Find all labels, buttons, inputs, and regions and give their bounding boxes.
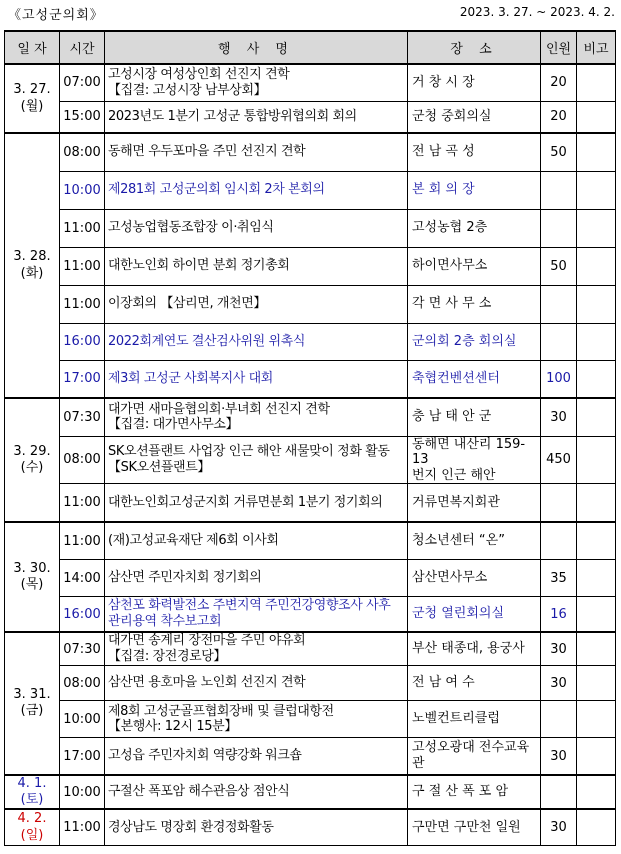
- table-row: [5, 701, 616, 738]
- col-note-header: 비고: [577, 31, 616, 64]
- count-cell: [541, 209, 577, 247]
- event-title: 2023년도 1분기 고성군 통합방위협의회 회의: [108, 108, 357, 124]
- date-text: 3. 31.: [13, 687, 51, 703]
- time-cell: 07:30: [60, 398, 105, 436]
- count-cell: 35: [541, 560, 577, 597]
- place-cell: [408, 101, 541, 133]
- place-text: 청소년센터 “온”: [412, 533, 505, 549]
- event-subtitle: 【SK오션플랜트】: [108, 459, 210, 475]
- table-row: [5, 171, 616, 209]
- count-cell: 30: [541, 809, 577, 845]
- event-title: 대가면 송계리 장전마을 주민 야유회: [108, 633, 306, 649]
- count-cell: 100: [541, 360, 577, 398]
- event-cell: [105, 701, 408, 738]
- date-text: 4. 2.: [17, 811, 47, 827]
- table-row: [5, 522, 616, 560]
- place-cell: [408, 738, 541, 775]
- event-cell: [105, 522, 408, 560]
- table-row: [5, 360, 616, 398]
- table-row: [5, 560, 616, 597]
- col-count-header: 인원: [541, 31, 577, 64]
- table-row: [5, 64, 616, 101]
- date-range: 2023. 3. 27. ~ 2023. 4. 2.: [459, 5, 615, 19]
- table-row: [5, 809, 616, 845]
- place-cell: [408, 247, 541, 285]
- event-cell: [105, 809, 408, 845]
- table-row: [5, 738, 616, 775]
- count-cell: 16: [541, 597, 577, 632]
- note-cell: [577, 560, 616, 597]
- time-cell: 08:00: [60, 436, 105, 484]
- event-title: 경상남도 명장회 환경정화활동: [108, 819, 274, 835]
- event-title: 제8회 고성군골프협회장배 및 클럽대항전: [108, 703, 334, 719]
- event-title: 삼산면 주민자치회 정기회의: [108, 570, 262, 586]
- event-cell: [105, 133, 408, 171]
- page-header: [0, 0, 621, 26]
- note-cell: [577, 171, 616, 209]
- table-header-row: [5, 31, 616, 64]
- weekday-text: (수): [20, 459, 44, 475]
- event-cell: [105, 64, 408, 101]
- event-cell: [105, 738, 408, 775]
- table-row: [5, 632, 616, 666]
- event-title: SK오션플랜트 사업장 인근 해안 새물맞이 정화 활동: [108, 444, 390, 460]
- note-cell: [577, 738, 616, 775]
- note-cell: [577, 632, 616, 666]
- table-row: [5, 484, 616, 522]
- place-cell: [408, 436, 541, 484]
- note-cell: [577, 209, 616, 247]
- event-cell: [105, 285, 408, 323]
- note-cell: [577, 522, 616, 560]
- place-cell: [408, 323, 541, 360]
- event-cell: [105, 323, 408, 360]
- place-text: 거 창 시 장: [412, 74, 475, 90]
- table-row: [5, 101, 616, 133]
- time-cell: 08:00: [60, 666, 105, 701]
- place-text: 고성농협 2층: [412, 220, 488, 236]
- weekday-text: (목): [20, 576, 44, 592]
- place-cell: [408, 522, 541, 560]
- note-cell: [577, 666, 616, 701]
- table-row: [5, 436, 616, 484]
- event-subtitle: 【집결: 고성시장 남부상회】: [108, 82, 267, 98]
- place-text: 전 남 여 수: [412, 675, 475, 691]
- time-cell: 10:00: [60, 701, 105, 738]
- place-cell: [408, 666, 541, 701]
- event-subtitle: 관리용역 착수보고회: [108, 614, 222, 630]
- place-cell: [408, 597, 541, 632]
- event-title: 2022회계연도 결산검사위원 위촉식: [108, 333, 306, 349]
- place-cell: [408, 171, 541, 209]
- event-title: 제281회 고성군의회 임시회 2차 본회의: [108, 182, 325, 198]
- event-cell: [105, 398, 408, 436]
- place-text: 군청 열린회의실: [412, 606, 505, 622]
- event-title: 대한노인회고성군지회 거류면분회 1분기 정기회의: [108, 494, 383, 510]
- place-text: 고성오광대 전수교육관: [412, 740, 530, 772]
- place-cell: [408, 560, 541, 597]
- date-text: 3. 30.: [13, 560, 51, 576]
- table-row: [5, 398, 616, 436]
- col-time-header: 시간: [60, 31, 105, 64]
- note-cell: [577, 597, 616, 632]
- event-title: 이장회의 【삼리면, 개천면】: [108, 296, 266, 312]
- time-cell: 11:00: [60, 247, 105, 285]
- time-cell: 10:00: [60, 775, 105, 810]
- place-text: 구만면 구만천 일원: [412, 819, 521, 835]
- count-cell: 50: [541, 247, 577, 285]
- count-cell: [541, 323, 577, 360]
- count-cell: [541, 701, 577, 738]
- weekday-text: (화): [20, 265, 44, 281]
- place-text: 각 면 사 무 소: [412, 296, 492, 312]
- document-title: 《고성군의회》: [8, 8, 104, 23]
- time-cell: 17:00: [60, 738, 105, 775]
- table-row: [5, 247, 616, 285]
- event-cell: [105, 632, 408, 666]
- place-cell: [408, 632, 541, 666]
- count-cell: [541, 522, 577, 560]
- schedule-table: [4, 30, 616, 846]
- note-cell: [577, 398, 616, 436]
- date-cell: [5, 632, 60, 775]
- note-cell: [577, 775, 616, 810]
- date-text: 3. 27.: [13, 82, 51, 98]
- time-cell: 10:00: [60, 171, 105, 209]
- place-cell: [408, 809, 541, 845]
- place-cell: [408, 484, 541, 522]
- time-cell: 11:00: [60, 484, 105, 522]
- note-cell: [577, 101, 616, 133]
- note-cell: [577, 484, 616, 522]
- place-text: 본 회 의 장: [412, 182, 475, 198]
- time-cell: 11:00: [60, 809, 105, 845]
- place-text: 충 남 태 안 군: [412, 409, 492, 425]
- time-cell: 11:00: [60, 522, 105, 560]
- event-cell: [105, 560, 408, 597]
- time-cell: 07:00: [60, 64, 105, 101]
- note-cell: [577, 285, 616, 323]
- note-cell: [577, 360, 616, 398]
- place-text: 삼산면사무소: [412, 570, 488, 586]
- time-cell: 16:00: [60, 323, 105, 360]
- place-cell: [408, 64, 541, 101]
- event-cell: [105, 247, 408, 285]
- time-cell: 11:00: [60, 285, 105, 323]
- time-cell: 17:00: [60, 360, 105, 398]
- event-cell: [105, 484, 408, 522]
- col-place-header: 장 소: [408, 31, 541, 64]
- note-cell: [577, 133, 616, 171]
- event-title: 제3회 고성군 사회복지사 대회: [108, 370, 273, 386]
- place-cell: [408, 398, 541, 436]
- table-row: [5, 323, 616, 360]
- event-title: 대한노인회 하이면 분회 정기총회: [108, 258, 290, 274]
- date-cell: [5, 64, 60, 133]
- count-cell: 450: [541, 436, 577, 484]
- count-cell: 30: [541, 738, 577, 775]
- note-cell: [577, 436, 616, 484]
- place-cell: [408, 133, 541, 171]
- time-cell: 07:30: [60, 632, 105, 666]
- date-cell: [5, 522, 60, 632]
- count-cell: 30: [541, 632, 577, 666]
- note-cell: [577, 809, 616, 845]
- event-title: 삼산면 용호마을 노인회 선진지 견학: [108, 675, 306, 691]
- time-cell: 11:00: [60, 209, 105, 247]
- col-event-header: 행 사 명: [105, 31, 408, 64]
- weekday-text: (금): [20, 703, 44, 719]
- place-cell: [408, 775, 541, 810]
- date-cell: [5, 809, 60, 845]
- event-cell: [105, 171, 408, 209]
- note-cell: [577, 247, 616, 285]
- event-title: 삼천포 화력발전소 주변지역 주민건강영향조사 사후: [108, 598, 391, 614]
- place-text: 노벨컨트리클럽: [412, 711, 500, 727]
- event-subtitle: 【본행사: 12시 15분】: [108, 719, 237, 735]
- weekday-text: (토): [20, 792, 44, 808]
- note-cell: [577, 64, 616, 101]
- place-subtext: 번지 인근 해안: [412, 467, 496, 483]
- place-cell: [408, 285, 541, 323]
- place-text: 군의회 2층 회의실: [412, 333, 517, 349]
- table-row: [5, 285, 616, 323]
- date-text: 4. 1.: [17, 775, 47, 791]
- time-cell: 14:00: [60, 560, 105, 597]
- date-text: 3. 28.: [13, 249, 51, 265]
- time-cell: 08:00: [60, 133, 105, 171]
- date-cell: [5, 775, 60, 810]
- place-cell: [408, 701, 541, 738]
- event-title: 고성시장 여성상인회 선진지 견학: [108, 67, 290, 83]
- count-cell: 30: [541, 398, 577, 436]
- place-text: 구 절 산 폭 포 암: [412, 784, 509, 800]
- weekday-text: (월): [20, 98, 44, 114]
- count-cell: [541, 285, 577, 323]
- event-cell: [105, 775, 408, 810]
- time-cell: 15:00: [60, 101, 105, 133]
- count-cell: 50: [541, 133, 577, 171]
- count-cell: 20: [541, 101, 577, 133]
- event-cell: [105, 436, 408, 484]
- place-text: 축협컨벤션센터: [412, 370, 500, 386]
- note-cell: [577, 323, 616, 360]
- event-title: 고성농업협동조합장 이·취임식: [108, 220, 274, 236]
- count-cell: 20: [541, 64, 577, 101]
- table-row: [5, 597, 616, 632]
- event-title: 고성읍 주민자치회 역량강화 워크숍: [108, 748, 302, 764]
- event-cell: [105, 666, 408, 701]
- place-text: 전 남 곡 성: [412, 144, 475, 160]
- event-title: 대가면 새마을협의회·부녀회 선진지 견학: [108, 401, 330, 417]
- table-row: [5, 209, 616, 247]
- count-cell: 30: [541, 666, 577, 701]
- event-subtitle: 【집결: 대가면사무소】: [108, 417, 239, 433]
- table-row: [5, 666, 616, 701]
- event-cell: [105, 209, 408, 247]
- event-subtitle: 【집결: 장전경로당】: [108, 649, 227, 665]
- place-text: 부산 태종대, 용궁사: [412, 641, 525, 657]
- event-cell: [105, 597, 408, 632]
- event-title: 동해면 우두포마을 주민 선진지 견학: [108, 144, 306, 160]
- date-cell: [5, 133, 60, 398]
- weekday-text: (일): [20, 827, 44, 843]
- place-cell: [408, 209, 541, 247]
- date-text: 3. 29.: [13, 443, 51, 459]
- event-cell: [105, 360, 408, 398]
- time-cell: 16:00: [60, 597, 105, 632]
- table-row: [5, 775, 616, 810]
- count-cell: [541, 484, 577, 522]
- event-cell: [105, 101, 408, 133]
- place-cell: [408, 360, 541, 398]
- place-text: 군청 중회의실: [412, 108, 492, 124]
- date-cell: [5, 398, 60, 522]
- count-cell: [541, 171, 577, 209]
- place-text: 하이면사무소: [412, 258, 488, 274]
- place-text: 동해면 내산리 159-13: [412, 436, 526, 468]
- event-title: 구절산 폭포암 해수관음상 점안식: [108, 784, 290, 800]
- count-cell: [541, 775, 577, 810]
- col-date-header: 일 자: [5, 31, 60, 64]
- note-cell: [577, 701, 616, 738]
- table-row: [5, 133, 616, 171]
- place-text: 거류면복지회관: [412, 494, 500, 510]
- event-title: (재)고성교육재단 제6회 이사회: [108, 533, 279, 549]
